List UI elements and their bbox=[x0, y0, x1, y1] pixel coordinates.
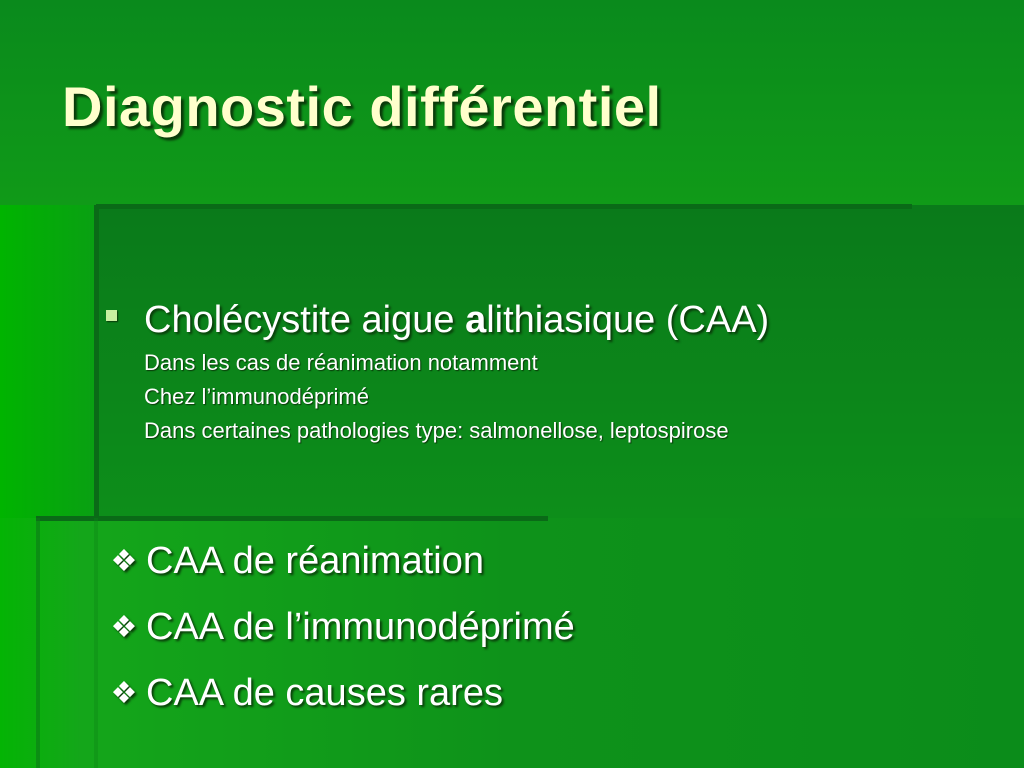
caa-list bbox=[104, 528, 575, 726]
square-bullet-icon bbox=[106, 310, 117, 321]
caa-list-item bbox=[104, 660, 575, 726]
sub-line: Dans certaines pathologies type: salmonellose, leptospirose bbox=[144, 418, 729, 443]
main-bullet-text-bold: a bbox=[465, 299, 487, 341]
slide-title: Diagnostic différentiel bbox=[62, 75, 662, 138]
caa-item-text: CAA de l’immunodéprimé bbox=[146, 605, 575, 648]
sub-lines bbox=[144, 346, 729, 448]
sub-line: Dans les cas de réanimation notamment bbox=[144, 350, 538, 375]
main-bullet bbox=[106, 296, 769, 344]
panel-divider-line bbox=[96, 204, 912, 209]
caa-list-item bbox=[104, 528, 575, 594]
diamond-bullet-icon: ❖ bbox=[110, 610, 138, 644]
panel-divider-line bbox=[36, 518, 40, 768]
main-bullet-text-end: lithiasique (CAA) bbox=[486, 299, 770, 341]
panel-divider-line bbox=[94, 205, 99, 518]
caa-list-item bbox=[104, 594, 575, 660]
caa-item-text: CAA de réanimation bbox=[146, 539, 484, 582]
panel-divider-line bbox=[94, 518, 98, 768]
panel-divider-line bbox=[36, 516, 548, 521]
diamond-bullet-icon: ❖ bbox=[110, 676, 138, 710]
caa-item-text: CAA de causes rares bbox=[146, 671, 503, 714]
sub-line: Chez l’immunodéprimé bbox=[144, 384, 369, 409]
main-bullet-text-start: Cholécystite aigue bbox=[144, 299, 466, 341]
diamond-bullet-icon: ❖ bbox=[110, 544, 138, 578]
main-bullet-text bbox=[144, 296, 769, 344]
